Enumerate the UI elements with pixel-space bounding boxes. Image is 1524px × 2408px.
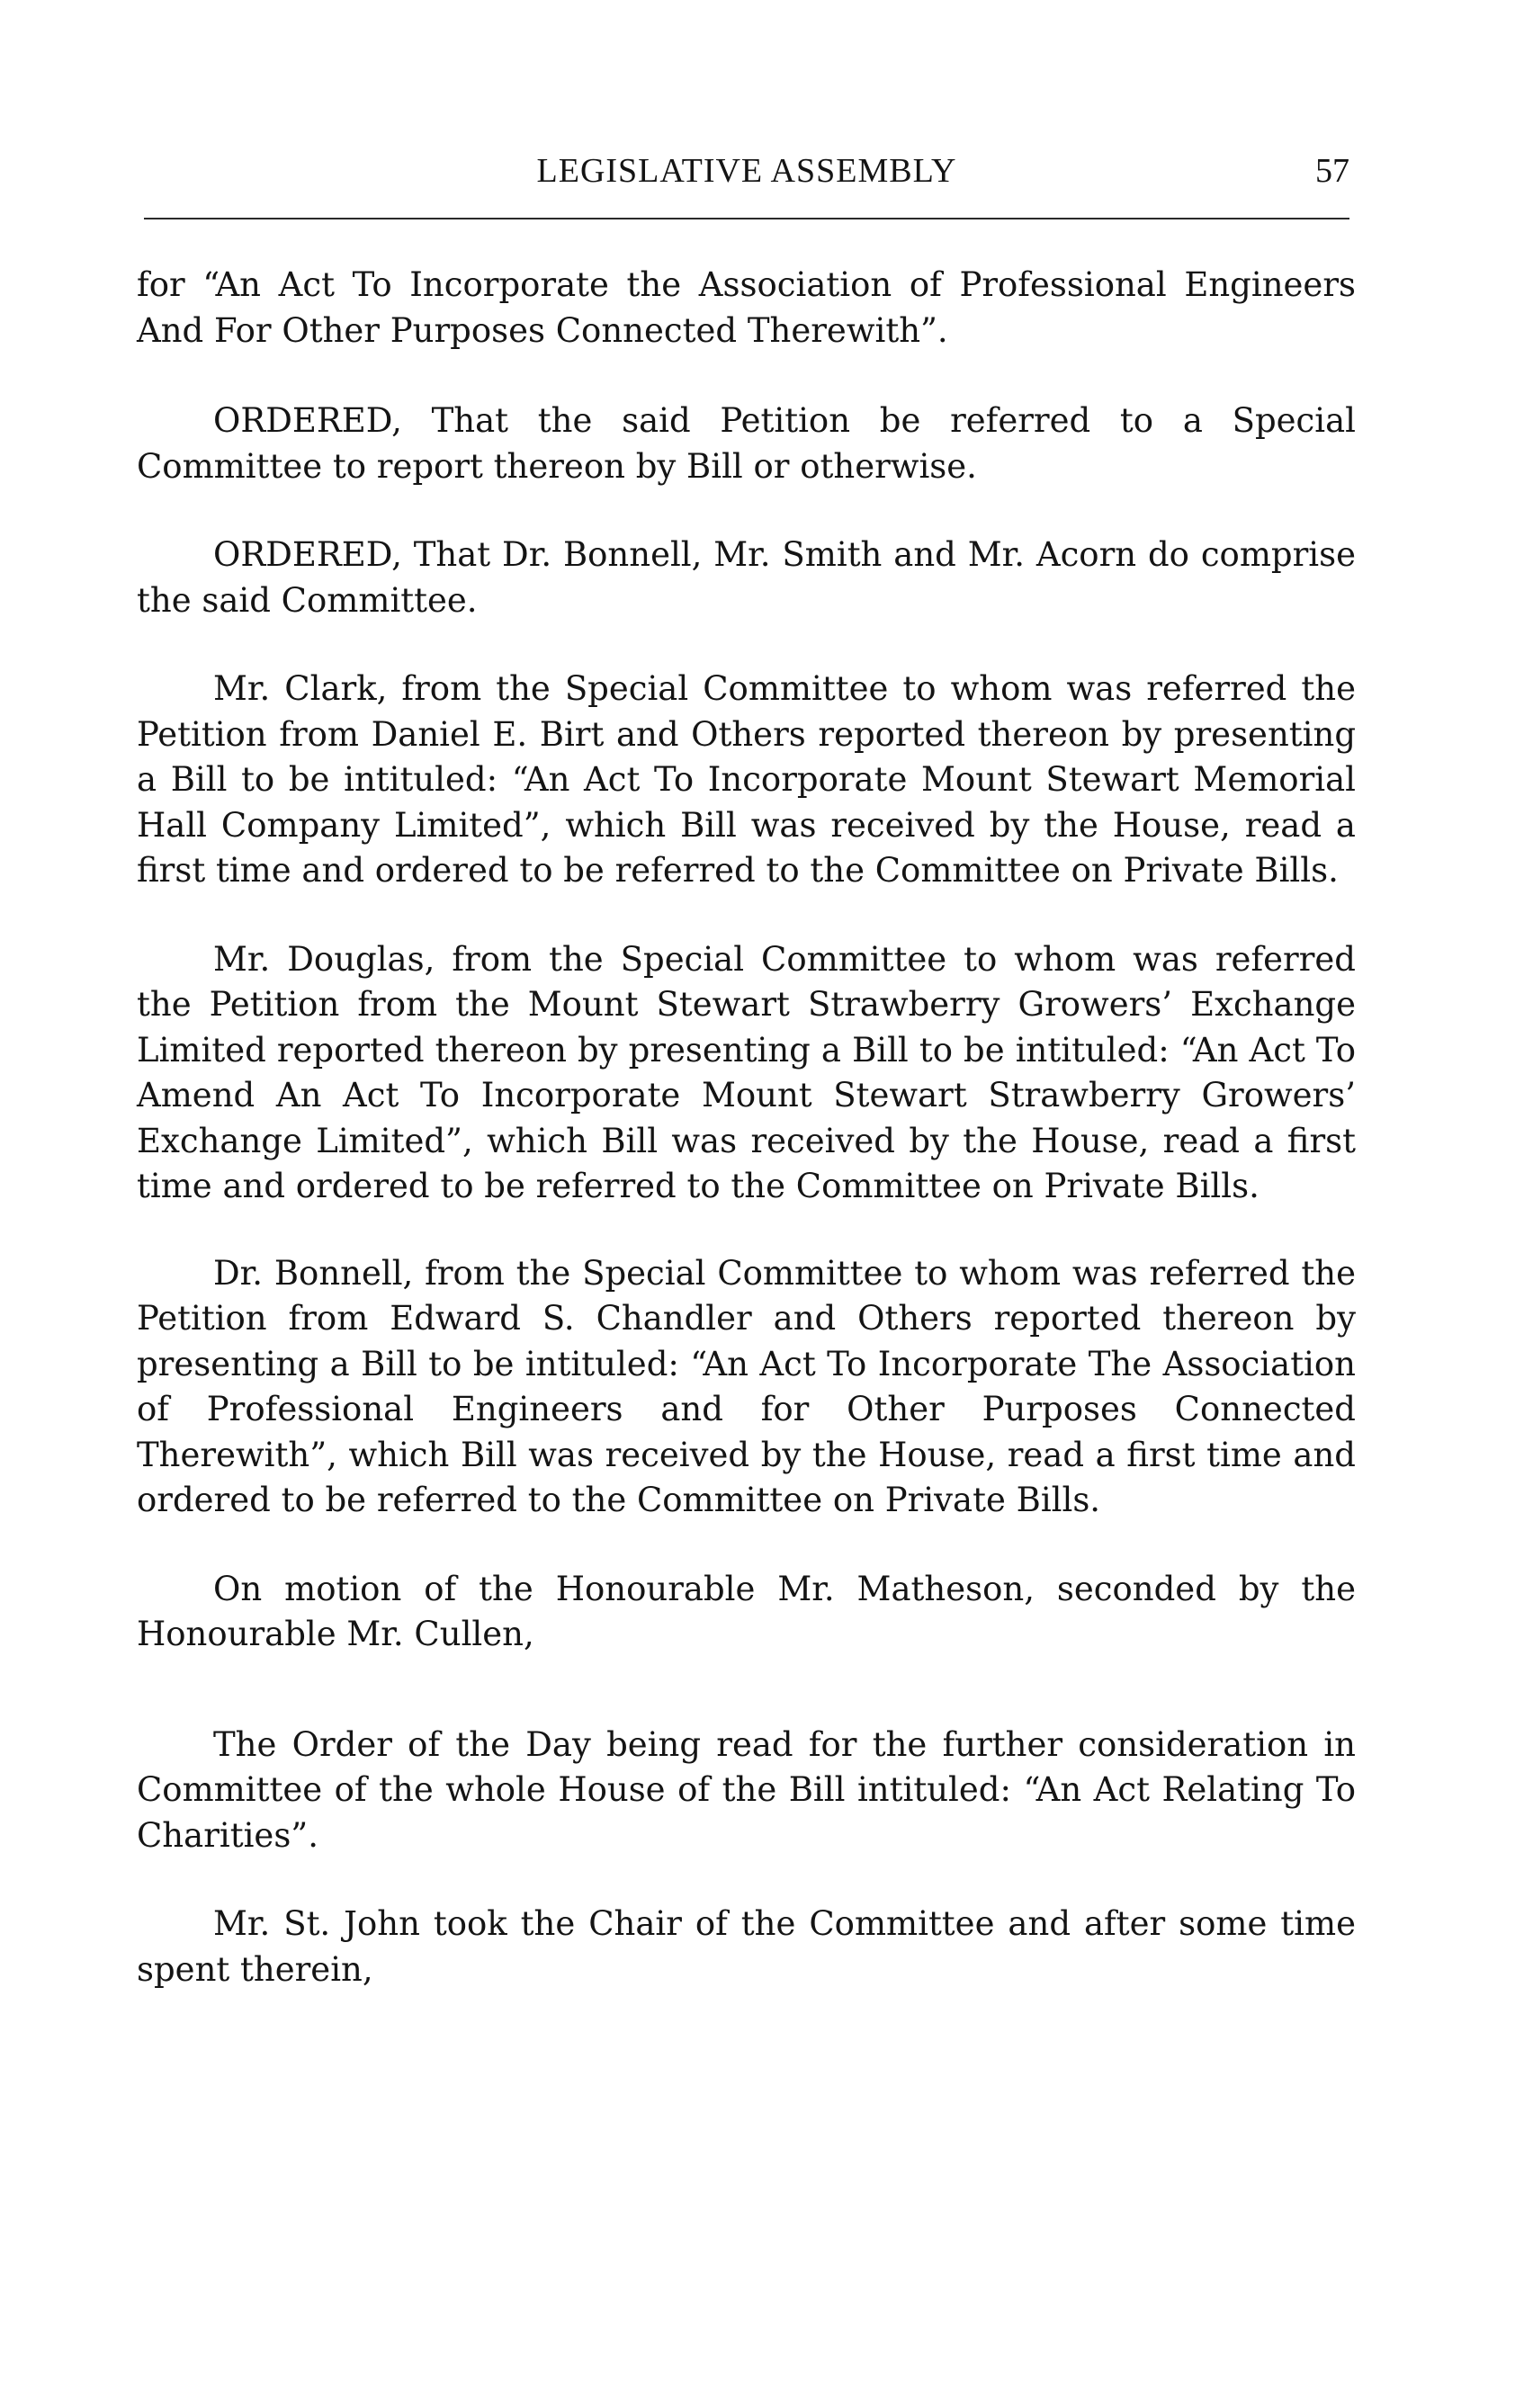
paragraph-douglas-report: Mr. Douglas, from the Special Committee to whom was referred the Petition from the Mount Stewart Strawberry Growers’ Exchange Limited reported thereon by presenting a Bill to be intituled: “An Act To Amend An Act To Incorporate Mount Stewart Strawberry Growers’ Exchange Limited”, which Bill was received by the House, read a first time and ordered to be referred to the Committee on Private Bills. <box>137 939 1356 1205</box>
paragraph-ordered-referral: ORDERED, That the said Petition be referred to a Special Committee to report thereon by Bill or otherwise. <box>137 401 1356 486</box>
page-header <box>144 151 1349 205</box>
header-rule <box>144 218 1349 219</box>
page-number: 57 <box>1315 152 1349 190</box>
paragraph-motion: On motion of the Honourable Mr. Matheson, seconded by the Honourable Mr. Cullen, <box>137 1569 1356 1653</box>
paragraph-ordered-committee: ORDERED, That Dr. Bonnell, Mr. Smith and Mr. Acorn do comprise the said Committee. <box>137 535 1356 620</box>
paragraph-clark-report: Mr. Clark, from the Special Committee to whom was referred the Petition from Daniel E. Birt and Others reported thereon by presenting a Bill to be intituled: “An Act To Incorporate Mount Stewart Memorial Hall Company Limited”, which Bill was received by the House, read a first time and ordered to be referred to the Committee on Private Bills. <box>137 669 1356 890</box>
page-body <box>137 263 1356 1992</box>
paragraph-order-of-day: The Order of the Day being read for the further consideration in Committee of the whole House of the Bill intituled: “An Act Relating To Charities”. <box>137 1724 1356 1855</box>
paragraph-bonnell-report: Dr. Bonnell, from the Special Committee to whom was referred the Petition from Edward S. Chandler and Others reported thereon by presenting a Bill to be intituled: “An Act To Incorporate The Association of Professional Engineers and for Other Purposes Connected Therewith”, which Bill was received by the House, read a first time and ordered to be referred to the Committee on Private Bills. <box>137 1253 1356 1519</box>
paragraph-chair: Mr. St. John took the Chair of the Committee and after some time spent therein, <box>137 1904 1356 1989</box>
running-head: LEGISLATIVE ASSEMBLY <box>536 152 957 190</box>
paragraph-continuation: for “An Act To Incorporate the Association of Professional Engineers And For Other Purposes Connected Therewith”. <box>137 265 1356 350</box>
